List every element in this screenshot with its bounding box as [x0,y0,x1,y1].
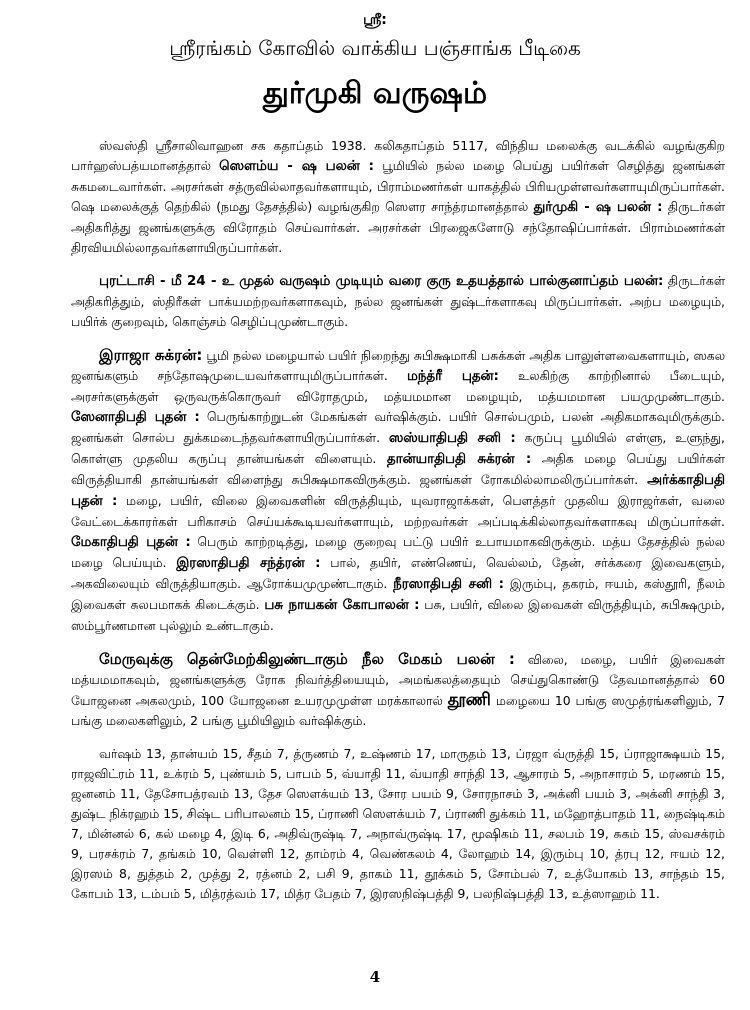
text: வர்ஷம் 13, தான்யம் 15, சீதம் 7, த்ருணம் 7, உஷ்ணம் 17, மாருதம் 13, ப்ரஜா வ்ருத்தி 15, ப்ராஜாக்ஷயம் 15, ராஜவிட்ரம் 11, உக்ரம் 5, புண்யம் 5, பாபம் 5, வ்யாதி 11, வ்யாதி சாந்தி 13, ஆசாரம் 5, அநாசாரம் 5, மரணம் 15, ஜனனம் 11, தேசோபத்ரவம் 13, தேச ஸௌக்யம் 13, சோர பயம் 9, சோரநாசம் 3, அக்னி பயம் 3, அக்னி சாந்தி 3, துஷ்ட நிக்ரஹம் 15, சிஷ்ட பரிபாலனம் 15, ப்ராணி ஸௌக்யம் 7, ப்ராணி துக்கம் 11, மஹோத்பாதம் 11, நைஷ்டிகம் 7, மின்னல் 6, கல் மழை 4, இடி 6, அதிவ்ருஷ்டி 7, அநாவ்ருஷ்டி 17, மூஷிகம் 11, சலபம் 19, சுகம் 15, ஸ்வசக்ரம் 9, பரசக்ரம் 7, தங்கம் 10, வெள்ளி 12, தாம்ரம் 4, வெண்கலம் 4, லோஹம் 14, இரும்பு 10, த்ரபு 12, ஈயம் 12, இரஸம் 8, துத்தம் 2, முத்து 2, ரத்னம் 2, பசி 9, தாகம் 11, தூக்கம் 5, சோம்பல் 7, உத்யோகம் 13, சாந்தம் 15, கோபம் 13, டம்பம் 5, மித்ரத்வம் 17, மித்ர பேதம் 7, இரஸநிஷ்பத்தி 9, பலநிஷ்பத்தி 13, உத்ஸாஹம் 11. [71,746,725,901]
bold-heading: ஸஸ்யாதிபதி சனி : [388,431,516,446]
text: உலகிற்கு காற்றினால் பீடையும், அரசர்களுக்குள் ஒருவருக்கொருவர் விரோதமும், மத்யமமான மழையும், மத்யமமான பயமுமுண்டாகும். [71,368,725,404]
bold-heading: பசு நாயகன் கோபாலன் : [264,598,420,613]
paragraph-year-fruits [71,136,725,258]
bold-heading: நீரஸாதிபதி சனி : [393,577,504,592]
paragraph-measures [71,744,725,904]
text: மழையை 10 பங்கு ஸமுத்ரங்களிலும், 7 பங்கு மலைகளிலும், 2 பங்கு பூமியிலும் வர்ஷிக்கும். [71,693,725,728]
paragraph-guru-udaya [71,271,725,332]
bold-heading: புரட்டாசி - மீ 24 - உ முதல் வருஷம் முடியும் வரை குரு உதயத்தால் பால்குனாப்தம் பலன்: [99,274,664,289]
bold-heading: மேகாதிபதி புதன் : [71,535,191,550]
bold-heading: மந்த்ரீ புதன்: [407,369,499,384]
paragraph-planet-rulers [71,345,725,636]
bold-heading: தான்யாதிபதி சுக்ரன் : [386,452,532,467]
text: பூமி நல்ல மழையால் பயிர் நிறைந்து சுபிக்ஷமாகி பசுக்கள் அதிக பாலுள்ளவைகளாயும், ஸகல ஜனங்களும் சந்தோஷமுடையவர்களாயுமிருப்பார்கள். [71,348,726,383]
page-number: 4 [369,968,381,986]
text: ஸ்வஸ்தி ஸ்ரீசாலிவாஹன சக கதாப்தம் 1938. கலிகதாப்தம் 5117, விந்திய மலைக்கு வடக்கில் வழங்குகிற பார்ஹஸ்பத்யமானத்தால் [71,138,725,173]
bold-heading: இராஜா சுக்ரன்: [99,346,203,364]
text: திருடர்கள் அதிகரித்தும், ஸ்திரீகள் பாக்யமற்றவர்களாகவும், நல்ல ஜனங்கள் துஷ்டர்களாகவு மிருப்பார்கள். அற்ப மழையும், பயிர்க் குறைவும், கொஞ்சம் செழிப்புமுண்டாகும். [71,273,725,329]
sri-mark: ஸ்ரீ: [363,12,387,28]
bold-heading: ஸௌம்ய - ஷ பலன் : [219,159,375,174]
bold-heading: இரஸாதிபதி சந்த்ரன் : [176,556,321,571]
text: பசு, பயிர், விலை இவைகள் விருத்தியும், சுபிக்ஷமும், ஸம்பூர்ணமான புல்லும் உண்டாகும். [71,597,725,633]
text: பூமியில் நல்ல மழை பெய்து பயிர்கள் செழித்து ஜனங்கள் சுகமடைவார்கள். அரசர்கள் சத்ருவில்லாதவர்களாயும், பிராம்மணர்கள் யாகத்தில் பிரியமுள்ளவர்களாயுமிருப்பார்கள். ஷெ மலைக்குத் தெற்கில் (நமது தேசத்தில்) வழங்குகிற ஸௌர சாந்த்ரமானத்தால் [71,158,725,214]
paragraph-neela-megam [71,649,725,731]
text: பெருங்காற்றுடன் மேகங்கள் வர்ஷிக்கும். பயிர் சொல்பமும், பலன் அதிகமாகவுமிருக்கும். ஜனங்கள் சொல்ப துக்கமடைந்தவர்களாயிருப்பார்கள். [71,409,725,445]
text: பெரும் காற்றடித்து, மழை குறைவு பட்டு பயிர் உபாயமாகவிருக்கும். மத்ய தேசத்தில் நல்ல மழை பெய்யும். [71,534,725,570]
text: பால், தயிர், எண்ணெய், வெல்லம், தேன், சர்க்கரை இவைகளும், அகவிலையும் விருத்தியாகும். ஆரோக்யமுமுண்டாகும். [71,555,725,591]
text: அதிக மழை பெய்து பயிர்கள் விருத்தியாகி தான்யங்கள் விளைந்து சுபிக்ஷமாகவிருக்கும். ஜனங்கள் ரோகமில்லாமலிருப்பார்கள். [71,451,725,487]
text: கருப்பு பூமியில் எள்ளு, உளுந்து, கொள்ளு முதலிய கருப்பு தான்யங்கள் விளையும். [71,430,725,466]
document-body [71,136,725,904]
bold-heading: அர்க்காதிபதி புதன் : [71,473,725,509]
text: விலை, மழை, பயிர் இவைகள் மத்யமமாகவும், ஜனங்களுக்கு ரோக நிவர்த்தியையும், அமங்கலத்தையும் செய்துகொண்டு தேவமானத்தால் 60 யோஜனை அகலமும், 100 யோஜனை உயரமுமுள்ள மரக்காலால் [71,652,725,708]
bold-heading: தூணி [447,690,491,710]
bold-heading: துர்முகி - ஷ பலன் : [533,200,663,215]
bold-heading: ஸேனாதிபதி புதன் : [71,410,200,425]
text: திருடர்கள் அதிகரித்து ஜனங்களுக்கு விரோதம் செய்வார்கள். அரசர்கள் பிரஜைகளோடு சந்தோஷிப்பார்கள். பிராம்மணர்கள் திரவியமில்லாதவர்களாயிருப்பார்கள். [71,199,725,255]
page-header: ஸ்ரீரங்கம் கோவில் வாக்கிய பஞ்சாங்க பீடிகை [169,36,581,60]
bold-heading: மேருவுக்கு தென்மேற்கிலுண்டாகும் நீல மேகம் பலன் : [99,650,515,668]
text: இரும்பு, தகரம், ஈயம், கஸ்தூரி, நீலம் இவைகள் சுலபமாகக் கிடைக்கும். [71,576,725,612]
text: மழை, பயிர், விலை இவைகளின் விருத்தியும், யுவராஜாக்கள், பௌத்தர் முதலிய இராஜர்கள், வலை வேட்டைக்காரர்கள் பரிகாசம் செய்யக்கூடியவர்களாயும், மற்றவர்கள் அப்படிக்கில்லாதவர்களாகவு மிருப்பார்கள். [71,493,725,529]
page-title: துர்முகி வருஷம் [262,76,488,111]
